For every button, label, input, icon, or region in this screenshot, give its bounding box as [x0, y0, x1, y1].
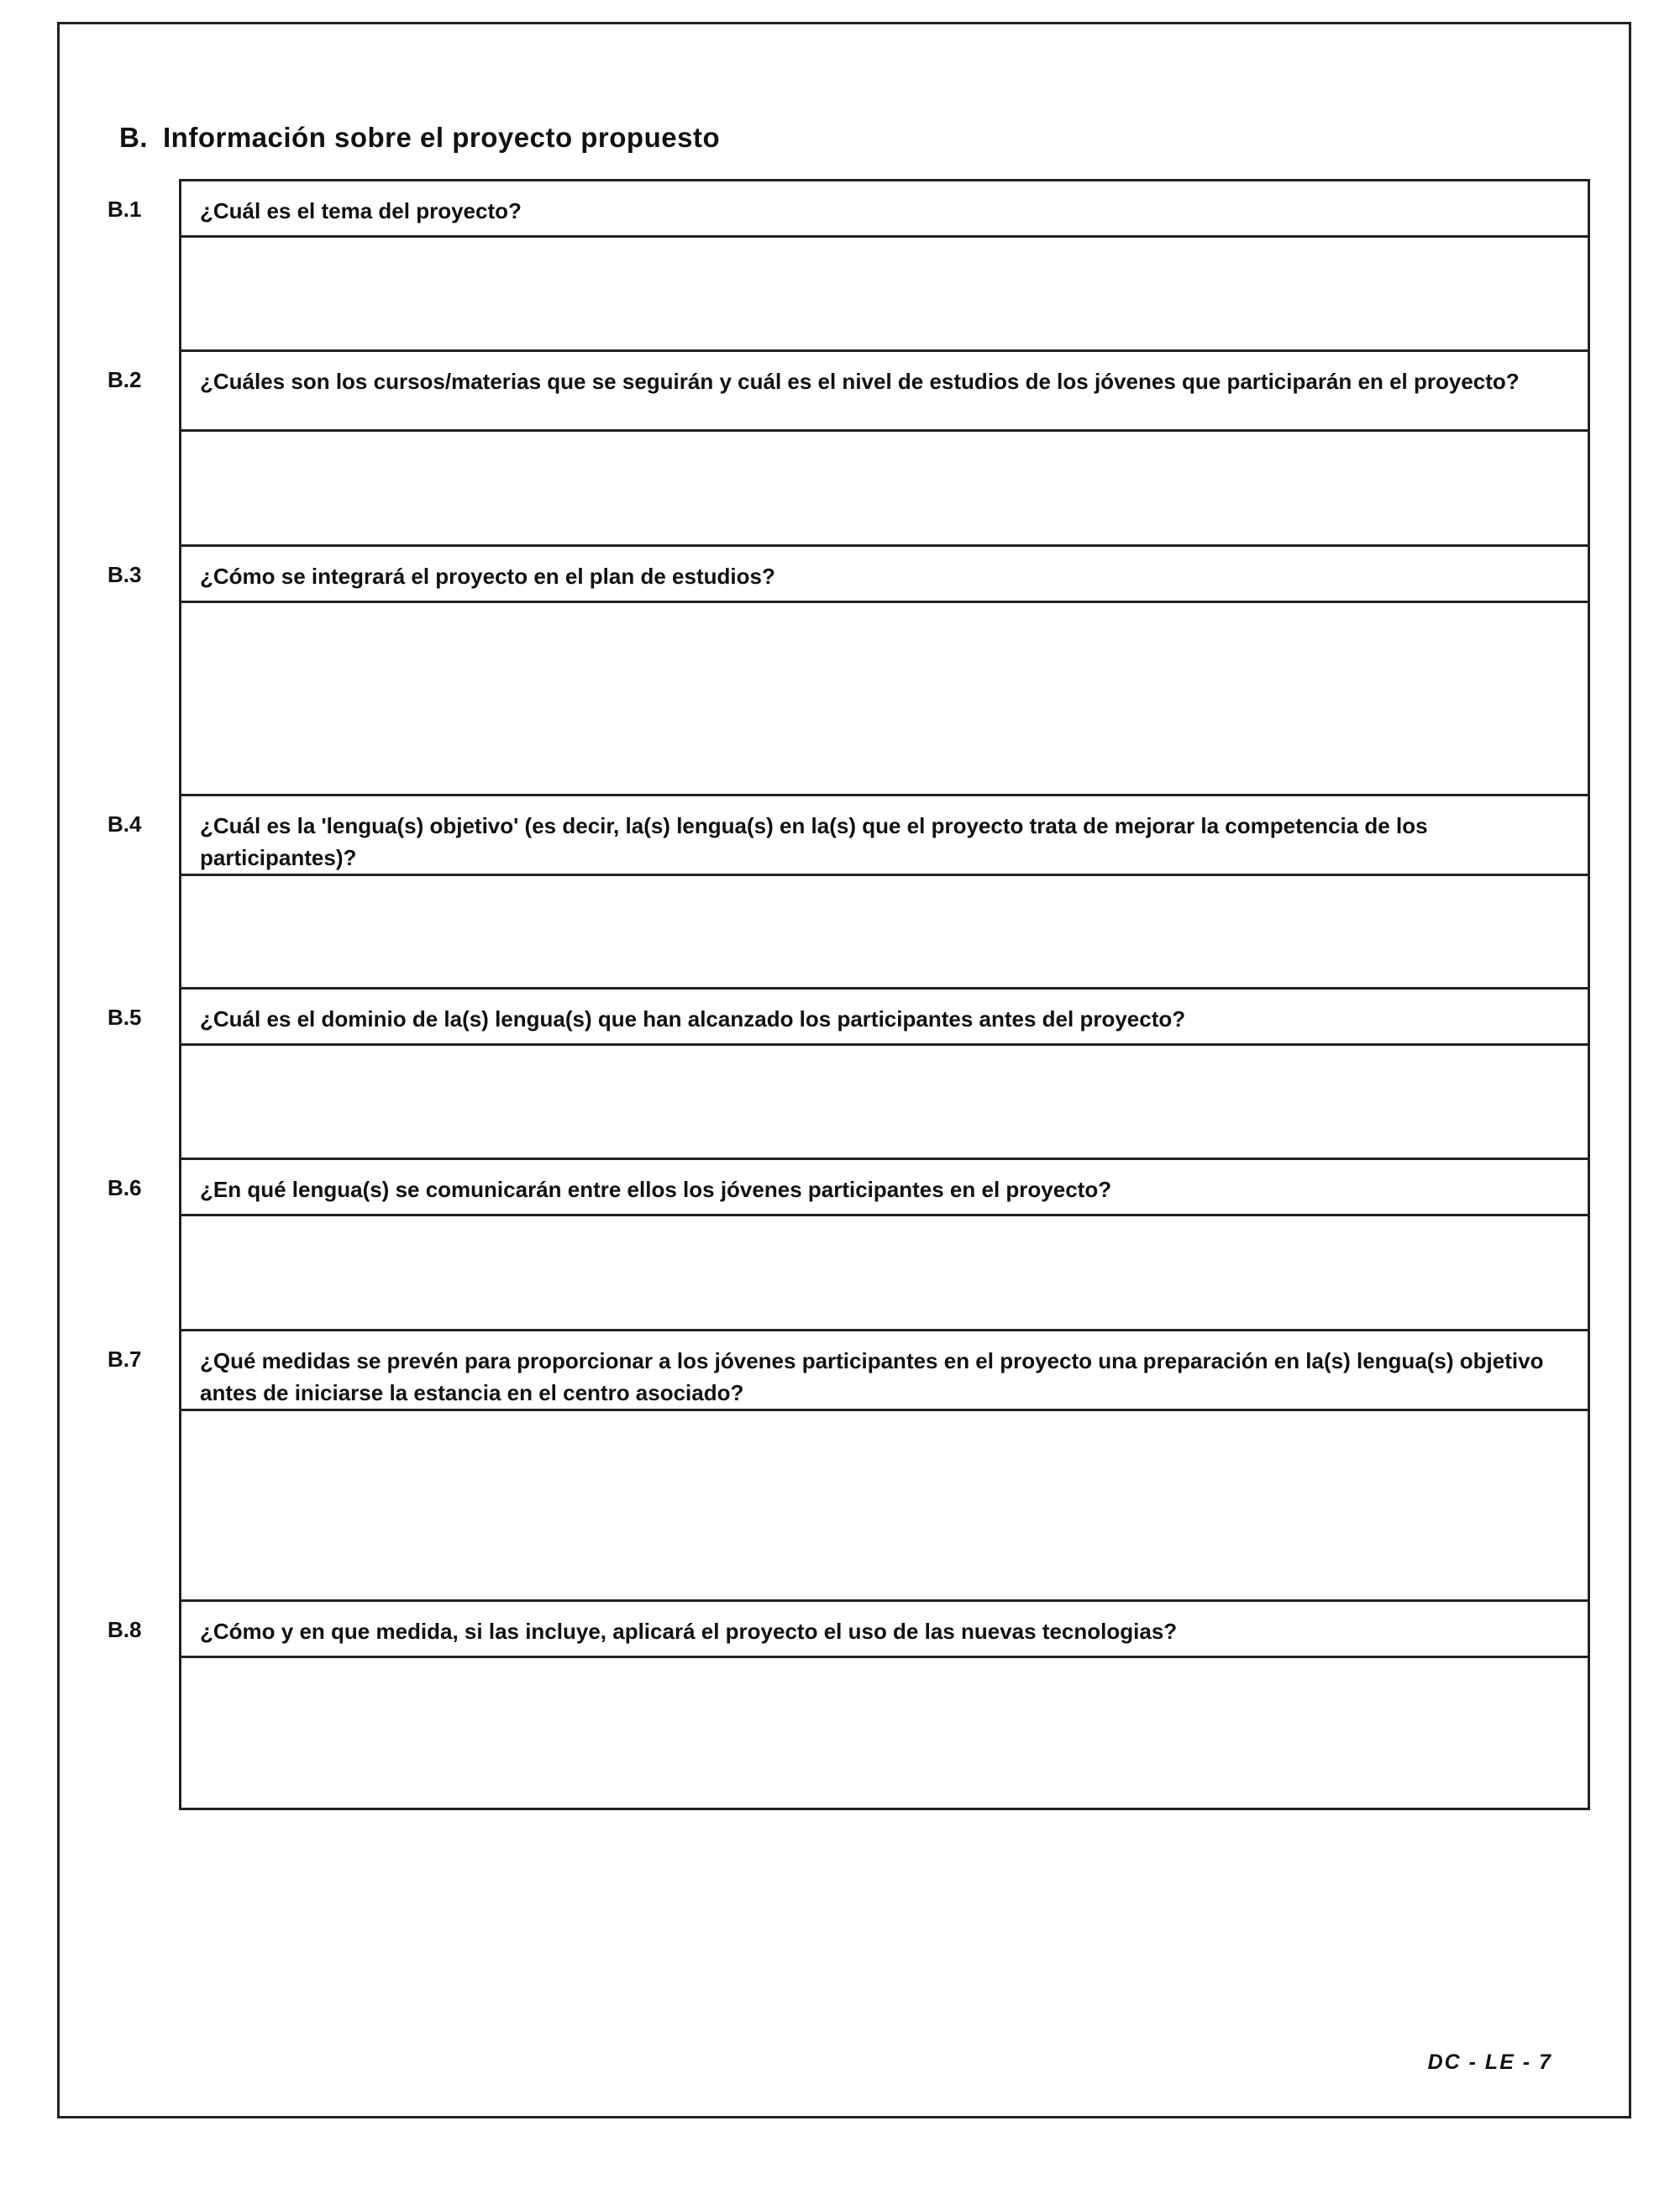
question-number: B.7	[108, 1347, 142, 1372]
question-label: ¿Cuál es el dominio de la(s) lengua(s) que han alcanzado los participantes antes del proyecto?	[181, 990, 1588, 1046]
answer-field-b1[interactable]	[181, 238, 1588, 352]
answer-field-b4[interactable]	[181, 876, 1588, 990]
section-heading	[119, 122, 720, 154]
question-row-b8	[108, 1602, 1588, 1808]
question-number: B.1	[108, 197, 142, 222]
answer-field-b7[interactable]	[181, 1411, 1588, 1602]
question-row-b2	[108, 352, 1588, 547]
answer-field-b8[interactable]	[181, 1658, 1588, 1808]
question-label: ¿Cómo y en que medida, si las incluye, aplicará el proyecto el uso de las nuevas tecnologias?	[181, 1602, 1588, 1658]
page-code: DC - LE - 7	[1427, 2050, 1552, 2074]
question-number: B.6	[108, 1175, 142, 1200]
question-row-b7	[108, 1331, 1588, 1602]
question-label: ¿Qué medidas se prevén para proporcionar a los jóvenes participantes en el proyecto una preparación en la(s) lengua(s) objetivo antes de iniciarse la estancia en el centro asociado?	[181, 1331, 1588, 1411]
answer-field-b6[interactable]	[181, 1216, 1588, 1331]
question-row-b3	[108, 547, 1588, 796]
project-info-form	[108, 179, 1590, 1810]
question-row-b4	[108, 796, 1588, 990]
question-label: ¿Cuáles son los cursos/materias que se seguirán y cuál es el nivel de estudios de los jóvenes que participarán en el proyecto?	[181, 352, 1588, 432]
question-number: B.4	[108, 811, 142, 837]
answer-field-b3[interactable]	[181, 603, 1588, 796]
question-label: ¿Cómo se integrará el proyecto en el plan de estudios?	[181, 547, 1588, 603]
section-letter: B.	[119, 122, 148, 153]
question-row-b1	[108, 181, 1588, 352]
question-row-b6	[108, 1160, 1588, 1331]
question-row-b5	[108, 990, 1588, 1160]
question-number: B.5	[108, 1005, 142, 1030]
question-number: B.8	[108, 1617, 142, 1642]
section-title: Información sobre el proyecto propuesto	[163, 122, 721, 153]
answer-field-b5[interactable]	[181, 1046, 1588, 1160]
question-number: B.3	[108, 562, 142, 587]
question-label: ¿Cuál es la 'lengua(s) objetivo' (es decir, la(s) lengua(s) en la(s) que el proyecto trata de mejorar la competencia de los participantes)?	[181, 796, 1588, 876]
question-label: ¿Cuál es el tema del proyecto?	[181, 181, 1588, 238]
question-number: B.2	[108, 367, 142, 392]
answer-field-b2[interactable]	[181, 432, 1588, 547]
question-label: ¿En qué lengua(s) se comunicarán entre ellos los jóvenes participantes en el proyecto?	[181, 1160, 1588, 1216]
